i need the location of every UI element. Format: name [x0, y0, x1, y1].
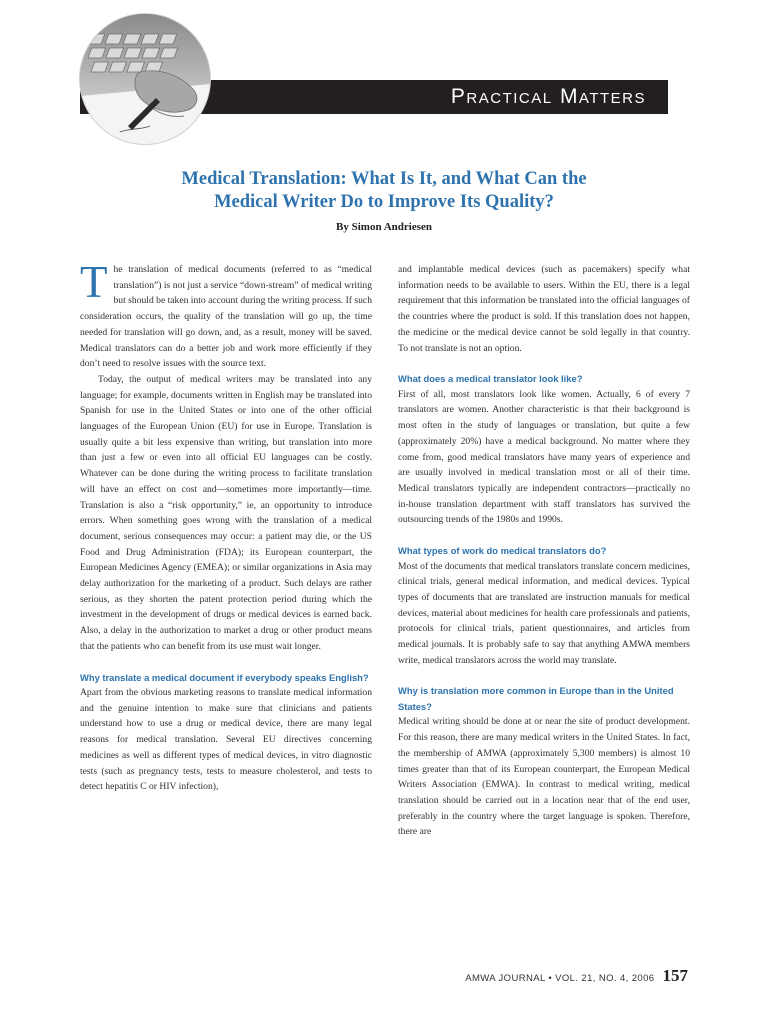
section-heading: What does a medical translator look like? [398, 373, 583, 385]
section-heading: Why is translation more common in Europe than in the United States? [398, 685, 674, 712]
intro-paragraph [80, 257, 372, 372]
page-number: 157 [662, 966, 688, 985]
article-title [90, 168, 678, 214]
hand-writing-photo [80, 14, 210, 144]
body-paragraph: Medical writing should be done at or near the site of product development. For this reason, there are many medical writers in the United States. In fact, the membership of AMWA (approximately 5,300 members) is almost 10 times greater than that of its European counterpart, the European Medical Writers Association (EMWA). In contrast to medical writing, medical translation should be carried out in a location near that of the end user, preferably in the country where the target language is spoken. Therefore, there are [398, 716, 690, 838]
page-footer [465, 966, 688, 986]
byline: By Simon Andriesen [336, 221, 432, 233]
body-paragraph: Today, the output of medical writers may be translated into any language; for example, documents written in English may be translated into Spanish for use in the United States or into one of the other official languages of the European Union (EU) for use in Europe. Translation is usually quite a bit less expensive than writing, but translation into more than just a few or even into all official EU languages can be costly. Whatever can be done during the writing process to facilitate translation will have an effect on cost and—sometimes more importantly—time. Translation is also a “risk opportunity,” ie, an opportunity to introduce errors. When something goes wrong with the translation of a medical document, serious consequences may occur: a patient may die, or the US Food and Drug Administration (FDA); its European counterpart, the European Medicines Agency (EMEA); or similar organizations in Asia may delay authorization for the marketing of a product. Such delays are rather serious, as they shorten the patent protection period during which the investment in the development of drugs or medical devices is earned back. Also, a delay in the authorization to market a drug or other product means that the patients who can benefit from its use must wait longer. [80, 373, 372, 652]
body-paragraph: Most of the documents that medical translators translate concern medicines, clinical trials, general medical information, and medical devices. Typical types of documents that are translated are instruction manuals for medical devices, material about medicines for health care professionals and patients, protocols for clinical trials, patient questionnaires, and articles from medical journals. It is probably safe to say that anything AMWA members write, medical translators across the world may translate. [398, 560, 690, 666]
article-title-line-1: Medical Translation: What Is It, and What Can the [181, 169, 587, 189]
drop-cap: T [80, 257, 108, 307]
body-paragraph: First of all, most translators look like women. Actually, 6 of every 7 translators are women. Another characteristic is that their background is most often in the study of languages or translation, but quite a few (approximately 20%) have a medical background. No matter where they come from, good medical translators have many years of experience and are usually involved in medical translation most or all of their time. Medical translators typically are independent contractors—practically no in-house translation department with staff translators has survived the outsourcing trends of the 1980s and 1990s. [398, 388, 690, 526]
intro-text: he translation of medical documents (referred to as “medical translation”) is not just a service “down-stream” of medical writing but should be taken into account during the writing process. If such consideration occurs, the quality of the translation will go up, the time needed for translation will go down, and, as a result, money will be saved. Medical translators can do a better job and work more efficiently if they don’t need to resolve issues with the source text. [80, 264, 372, 370]
section-title: Practical Matters [450, 85, 646, 108]
body-paragraph: and implantable medical devices (such as pacemakers) specify what information needs to be available to users. Within the EU, there is a legal requirement that this information be translated into the official languages of the countries where the product is sold. If this translation does not happen, the medicine or the medical device cannot be sold legally in that country. To not translate is not an option. [398, 264, 690, 354]
body-paragraph: Apart from the obvious marketing reasons to translate medical information and the genuine intention to make sure that clinicians and patients understand how to use a drug or medical device, there are many legal reasons for medical translation. Several EU directives concerning medicines as well as different types of medical devices, in vitro diagnostic tests (such as pregnancy tests, tests to measure cholesterol, and tests to detect hepatitis C or HIV infection), [80, 687, 372, 793]
article-title-line-2: Medical Writer Do to Improve Its Quality? [214, 192, 554, 212]
section-heading: What types of work do medical translators do? [398, 545, 607, 557]
left-column [80, 257, 372, 795]
section-heading: Why translate a medical document if everybody speaks English? [80, 671, 369, 683]
right-column [398, 262, 690, 840]
journal-citation: AMWA JOURNAL • VOL. 21, NO. 4, 2006 [465, 973, 655, 984]
